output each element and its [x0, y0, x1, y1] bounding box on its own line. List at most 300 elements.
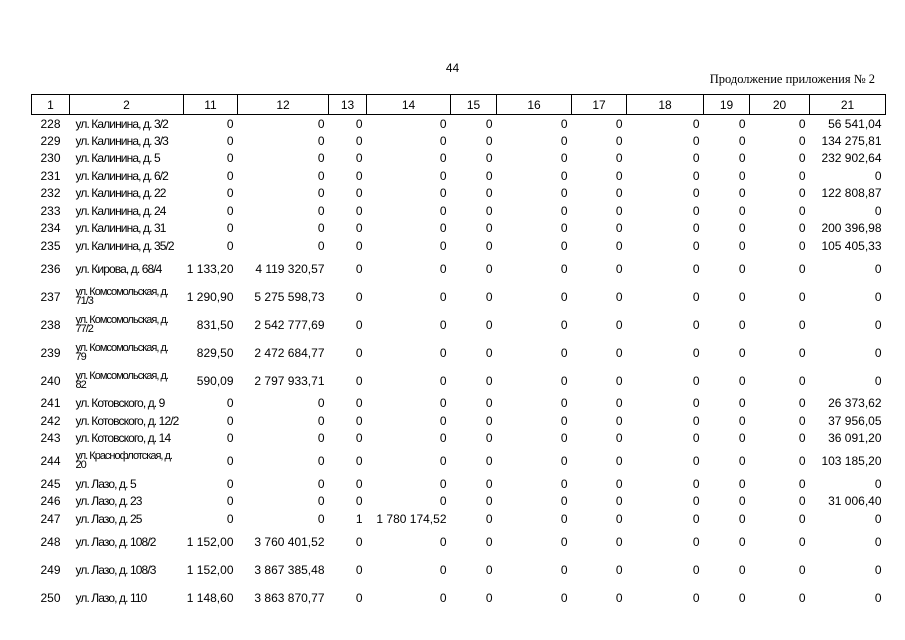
value-cell: 0	[226, 431, 234, 446]
value-cell: 0	[738, 511, 746, 526]
table-row	[32, 311, 886, 339]
address-cell: ул. Котовского, д. 14	[75, 431, 171, 446]
value-cell: 0	[692, 151, 700, 166]
value-cell: 0	[560, 116, 568, 131]
value-cell: 0	[738, 373, 746, 388]
value-cell: 1 780 174,52	[376, 511, 447, 526]
address-cell: ул. Калинина, д. 22	[75, 186, 166, 201]
table-row	[32, 395, 886, 413]
value-cell: 0	[874, 289, 882, 304]
value-cell: 0	[485, 238, 493, 253]
value-cell: 0	[317, 238, 325, 253]
table-row	[32, 167, 886, 185]
value-cell: 0	[485, 396, 493, 411]
column-header: 19	[704, 95, 750, 115]
value-cell: 0	[798, 151, 806, 166]
value-cell: 0	[692, 221, 700, 236]
table-row	[32, 493, 886, 511]
row-number: 248	[40, 534, 61, 549]
value-cell: 0	[317, 454, 325, 468]
row-number: 239	[40, 345, 61, 360]
value-cell: 0	[355, 494, 363, 509]
value-cell: 0	[798, 261, 806, 276]
row-number: 244	[40, 454, 61, 468]
address-cell: ул. Калинина, д. 5	[75, 151, 160, 166]
address-cell: ул. Калинина, д. 3/2	[75, 116, 168, 131]
value-cell: 0	[738, 476, 746, 491]
row-number: 229	[40, 133, 61, 148]
value-cell: 0	[226, 511, 234, 526]
value-cell: 103 185,20	[821, 454, 882, 468]
table-row	[32, 510, 886, 528]
value-cell: 0	[439, 454, 447, 468]
table-row	[32, 475, 886, 493]
value-cell: 0	[560, 476, 568, 491]
value-cell: 0	[615, 289, 623, 304]
value-cell: 0	[560, 454, 568, 468]
address-cell: ул. Лазо, д. 108/2	[75, 534, 156, 549]
value-cell: 0	[692, 203, 700, 218]
value-cell: 1 133,20	[186, 261, 234, 276]
column-header: 15	[451, 95, 497, 115]
value-cell: 0	[798, 590, 806, 605]
value-cell: 0	[798, 168, 806, 183]
value-cell: 0	[226, 151, 234, 166]
column-header: 17	[572, 95, 627, 115]
value-cell: 0	[738, 289, 746, 304]
value-cell: 0	[355, 345, 363, 360]
column-header: 16	[497, 95, 572, 115]
value-cell: 0	[798, 562, 806, 577]
value-cell: 0	[439, 317, 447, 332]
value-cell: 0	[692, 168, 700, 183]
table-row	[32, 412, 886, 430]
value-cell: 0	[317, 476, 325, 491]
column-header: 14	[367, 95, 451, 115]
address-cell: ул. Комсомольская, д. 79	[75, 341, 168, 363]
address-cell: ул. Калинина, д. 35/2	[75, 238, 174, 253]
row-number: 241	[40, 396, 61, 411]
value-cell: 5 275 598,73	[254, 289, 325, 304]
value-cell: 0	[615, 396, 623, 411]
table-row	[32, 584, 886, 612]
row-number: 228	[40, 116, 61, 131]
value-cell: 0	[560, 494, 568, 509]
value-cell: 3 863 870,77	[254, 590, 325, 605]
value-cell: 0	[439, 168, 447, 183]
value-cell: 0	[355, 203, 363, 218]
row-number: 231	[40, 168, 61, 183]
value-cell: 0	[439, 289, 447, 304]
value-cell: 0	[738, 203, 746, 218]
value-cell: 134 275,81	[821, 133, 882, 148]
value-cell: 0	[560, 413, 568, 428]
value-cell: 1 290,90	[186, 289, 234, 304]
value-cell: 0	[874, 511, 882, 526]
value-cell: 0	[226, 203, 234, 218]
value-cell: 4 119 320,57	[255, 261, 325, 276]
value-cell: 0	[798, 413, 806, 428]
value-cell: 0	[798, 203, 806, 218]
value-cell: 31 006,40	[828, 494, 882, 509]
value-cell: 0	[226, 221, 234, 236]
value-cell: 0	[738, 238, 746, 253]
value-cell: 0	[615, 562, 623, 577]
value-cell: 0	[439, 396, 447, 411]
value-cell: 0	[317, 413, 325, 428]
value-cell: 0	[317, 133, 325, 148]
value-cell: 0	[226, 186, 234, 201]
value-cell: 0	[355, 238, 363, 253]
value-cell: 0	[738, 431, 746, 446]
value-cell: 26 373,62	[828, 396, 882, 411]
value-cell: 0	[692, 431, 700, 446]
table-row	[32, 185, 886, 203]
value-cell: 0	[485, 289, 493, 304]
value-cell: 0	[738, 534, 746, 549]
value-cell: 0	[738, 413, 746, 428]
value-cell: 0	[615, 116, 623, 131]
value-cell: 0	[615, 494, 623, 509]
value-cell: 0	[485, 494, 493, 509]
value-cell: 0	[874, 373, 882, 388]
row-number: 246	[40, 494, 61, 509]
row-number: 245	[40, 476, 61, 491]
value-cell: 0	[615, 345, 623, 360]
table-row	[32, 255, 886, 283]
address-cell: ул. Кирова, д. 68/4	[75, 261, 162, 276]
value-cell: 0	[615, 476, 623, 491]
row-number: 234	[40, 221, 61, 236]
address-cell: ул. Калинина, д. 24	[75, 203, 166, 218]
value-cell: 0	[738, 562, 746, 577]
value-cell: 0	[615, 317, 623, 332]
value-cell: 0	[560, 261, 568, 276]
value-cell: 0	[738, 186, 746, 201]
address-cell: ул. Калинина, д. 3/3	[75, 133, 168, 148]
value-cell: 0	[355, 413, 363, 428]
value-cell: 0	[439, 494, 447, 509]
table-body	[32, 115, 886, 612]
value-cell: 0	[798, 238, 806, 253]
table-row	[32, 339, 886, 367]
value-cell: 0	[692, 373, 700, 388]
value-cell: 0	[355, 261, 363, 276]
value-cell: 0	[560, 590, 568, 605]
value-cell: 0	[355, 476, 363, 491]
value-cell: 0	[485, 168, 493, 183]
value-cell: 0	[439, 133, 447, 148]
value-cell: 0	[615, 221, 623, 236]
value-cell: 0	[874, 590, 882, 605]
address-cell: ул. Комсомольская, д. 82	[75, 369, 168, 391]
value-cell: 0	[738, 261, 746, 276]
value-cell: 0	[355, 396, 363, 411]
value-cell: 0	[355, 116, 363, 131]
column-header: 21	[810, 95, 886, 115]
row-number: 230	[40, 151, 61, 166]
value-cell: 0	[226, 396, 234, 411]
value-cell: 0	[692, 511, 700, 526]
page-number: 44	[445, 61, 460, 75]
value-cell: 0	[692, 289, 700, 304]
value-cell: 0	[560, 186, 568, 201]
value-cell: 0	[439, 590, 447, 605]
value-cell: 0	[692, 454, 700, 468]
value-cell: 0	[798, 534, 806, 549]
address-cell: ул. Котовского, д. 9	[75, 396, 165, 411]
value-cell: 0	[692, 413, 700, 428]
value-cell: 0	[226, 133, 234, 148]
value-cell: 0	[226, 476, 234, 491]
value-cell: 0	[355, 373, 363, 388]
value-cell: 0	[615, 590, 623, 605]
address-cell: ул. Лазо, д. 5	[75, 476, 136, 491]
value-cell: 0	[738, 317, 746, 332]
value-cell: 0	[485, 373, 493, 388]
value-cell: 0	[615, 133, 623, 148]
value-cell: 0	[560, 238, 568, 253]
value-cell: 0	[439, 261, 447, 276]
value-cell: 0	[439, 476, 447, 491]
value-cell: 590,09	[196, 373, 234, 388]
value-cell: 0	[317, 396, 325, 411]
table-row	[32, 115, 886, 133]
column-header: 11	[184, 95, 238, 115]
value-cell: 0	[355, 590, 363, 605]
value-cell: 0	[738, 133, 746, 148]
value-cell: 0	[439, 562, 447, 577]
data-table	[31, 94, 886, 612]
value-cell: 0	[485, 345, 493, 360]
row-number: 249	[40, 562, 61, 577]
address-cell: ул. Лазо, д. 110	[75, 590, 147, 605]
value-cell: 0	[439, 534, 447, 549]
value-cell: 0	[485, 317, 493, 332]
value-cell: 0	[485, 476, 493, 491]
value-cell: 0	[355, 221, 363, 236]
value-cell: 0	[798, 511, 806, 526]
value-cell: 0	[560, 133, 568, 148]
value-cell: 0	[692, 238, 700, 253]
value-cell: 0	[355, 562, 363, 577]
value-cell: 0	[692, 345, 700, 360]
value-cell: 0	[355, 289, 363, 304]
address-cell: ул. Калинина, д. 31	[75, 221, 166, 236]
value-cell: 0	[798, 431, 806, 446]
value-cell: 0	[692, 562, 700, 577]
value-cell: 0	[560, 373, 568, 388]
table-row	[32, 132, 886, 150]
row-number: 232	[40, 186, 61, 201]
column-header: 2	[70, 95, 184, 115]
value-cell: 0	[560, 431, 568, 446]
table-row	[32, 556, 886, 584]
address-cell: ул. Лазо, д. 23	[75, 494, 142, 509]
row-number: 243	[40, 431, 61, 446]
column-header: 1	[32, 95, 70, 115]
value-cell: 232 902,64	[821, 151, 882, 166]
value-cell: 0	[560, 168, 568, 183]
table-row	[32, 220, 886, 238]
address-cell: ул. Комсомольская, д. 71/3	[75, 285, 168, 307]
value-cell: 0	[560, 534, 568, 549]
value-cell: 0	[692, 476, 700, 491]
value-cell: 0	[439, 413, 447, 428]
row-number: 237	[40, 289, 61, 304]
table-row	[32, 430, 886, 448]
row-number: 247	[40, 511, 61, 526]
appendix-title: Продолжение приложения № 2	[709, 72, 875, 86]
value-cell: 0	[874, 261, 882, 276]
value-cell: 0	[560, 511, 568, 526]
value-cell: 0	[226, 454, 234, 468]
value-cell: 1 148,60	[186, 590, 234, 605]
value-cell: 0	[615, 413, 623, 428]
column-header: 18	[627, 95, 704, 115]
value-cell: 200 396,98	[821, 221, 882, 236]
value-cell: 0	[226, 116, 234, 131]
value-cell: 0	[355, 133, 363, 148]
value-cell: 0	[798, 221, 806, 236]
value-cell: 37 956,05	[828, 413, 882, 428]
value-cell: 0	[439, 116, 447, 131]
value-cell: 0	[798, 345, 806, 360]
value-cell: 0	[615, 534, 623, 549]
value-cell: 0	[798, 494, 806, 509]
value-cell: 0	[355, 431, 363, 446]
value-cell: 0	[317, 186, 325, 201]
value-cell: 0	[485, 534, 493, 549]
value-cell: 0	[738, 168, 746, 183]
value-cell: 0	[692, 116, 700, 131]
column-header: 13	[329, 95, 367, 115]
value-cell: 0	[874, 345, 882, 360]
value-cell: 0	[738, 590, 746, 605]
value-cell: 0	[615, 168, 623, 183]
value-cell: 122 808,87	[821, 186, 882, 201]
value-cell: 0	[560, 317, 568, 332]
table-row	[32, 202, 886, 220]
address-cell: ул. Краснофлотская, д. 20	[75, 450, 172, 471]
value-cell: 0	[317, 511, 325, 526]
value-cell: 0	[485, 116, 493, 131]
value-cell: 0	[692, 534, 700, 549]
value-cell: 0	[798, 317, 806, 332]
value-cell: 0	[485, 454, 493, 468]
value-cell: 0	[874, 168, 882, 183]
value-cell: 0	[738, 345, 746, 360]
value-cell: 3 867 385,48	[254, 562, 325, 577]
value-cell: 0	[615, 373, 623, 388]
value-cell: 0	[798, 476, 806, 491]
value-cell: 0	[615, 261, 623, 276]
table-row	[32, 367, 886, 395]
value-cell: 0	[485, 133, 493, 148]
address-cell: ул. Лазо, д. 108/3	[75, 562, 156, 577]
value-cell: 0	[615, 186, 623, 201]
value-cell: 0	[317, 431, 325, 446]
value-cell: 0	[226, 494, 234, 509]
value-cell: 0	[317, 116, 325, 131]
row-number: 250	[40, 590, 61, 605]
value-cell: 0	[485, 562, 493, 577]
value-cell: 0	[439, 431, 447, 446]
address-cell: ул. Калинина, д. 6/2	[75, 168, 168, 183]
value-cell: 0	[692, 186, 700, 201]
value-cell: 0	[485, 151, 493, 166]
row-number: 242	[40, 413, 61, 428]
value-cell: 0	[692, 494, 700, 509]
value-cell: 0	[874, 317, 882, 332]
value-cell: 0	[560, 562, 568, 577]
table-row	[32, 283, 886, 311]
value-cell: 0	[874, 203, 882, 218]
row-number: 235	[40, 238, 61, 253]
value-cell: 0	[560, 151, 568, 166]
value-cell: 0	[485, 431, 493, 446]
value-cell: 0	[560, 289, 568, 304]
value-cell: 0	[317, 494, 325, 509]
value-cell: 0	[615, 238, 623, 253]
value-cell: 1	[355, 511, 363, 526]
value-cell: 2 542 777,69	[254, 317, 325, 332]
value-cell: 0	[485, 590, 493, 605]
value-cell: 0	[485, 203, 493, 218]
address-cell: ул. Котовского, д. 12/2	[75, 413, 179, 428]
value-cell: 0	[798, 373, 806, 388]
value-cell: 0	[692, 317, 700, 332]
table-row	[32, 447, 886, 475]
value-cell: 0	[615, 511, 623, 526]
value-cell: 0	[798, 186, 806, 201]
value-cell: 0	[485, 221, 493, 236]
value-cell: 0	[317, 203, 325, 218]
value-cell: 0	[439, 186, 447, 201]
value-cell: 0	[439, 203, 447, 218]
value-cell: 1 152,00	[186, 534, 234, 549]
value-cell: 0	[226, 413, 234, 428]
value-cell: 0	[738, 454, 746, 468]
value-cell: 0	[798, 454, 806, 468]
value-cell: 0	[355, 317, 363, 332]
table-row	[32, 237, 886, 255]
value-cell: 0	[738, 396, 746, 411]
value-cell: 0	[560, 221, 568, 236]
value-cell: 0	[355, 454, 363, 468]
value-cell: 0	[692, 590, 700, 605]
value-cell: 0	[874, 534, 882, 549]
value-cell: 0	[439, 373, 447, 388]
value-cell: 0	[485, 261, 493, 276]
value-cell: 3 760 401,52	[254, 534, 325, 549]
value-cell: 0	[439, 238, 447, 253]
value-cell: 0	[692, 133, 700, 148]
value-cell: 0	[355, 168, 363, 183]
value-cell: 0	[226, 238, 234, 253]
value-cell: 0	[798, 289, 806, 304]
value-cell: 0	[798, 133, 806, 148]
value-cell: 1 152,00	[186, 562, 234, 577]
value-cell: 0	[355, 151, 363, 166]
value-cell: 56 541,04	[828, 116, 882, 131]
value-cell: 0	[798, 116, 806, 131]
value-cell: 0	[560, 345, 568, 360]
value-cell: 0	[439, 345, 447, 360]
value-cell: 2 472 684,77	[254, 345, 325, 360]
table-row	[32, 528, 886, 556]
value-cell: 831,50	[196, 317, 234, 332]
